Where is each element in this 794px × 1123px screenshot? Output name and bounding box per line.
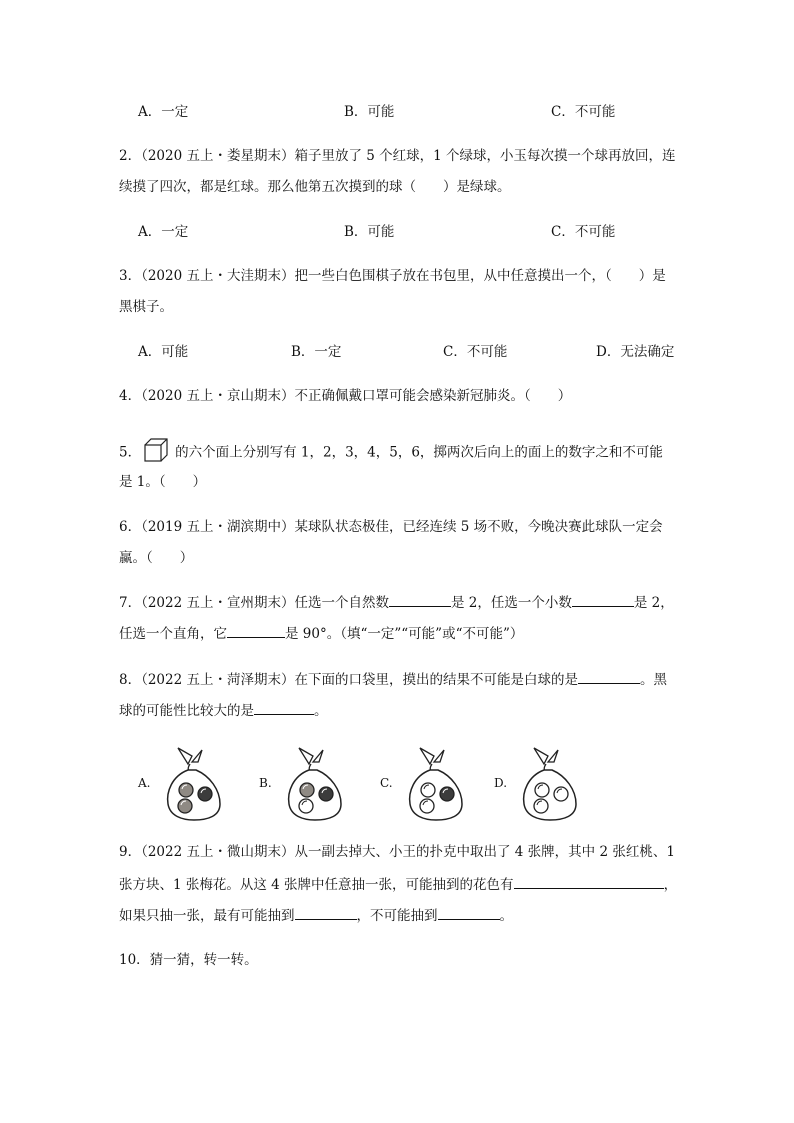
bag-bow-left bbox=[534, 748, 548, 764]
q7-text-a: 7．（2022 五上・宣州期末）任选一个自然数 bbox=[119, 595, 389, 611]
bag-letter: A. bbox=[138, 776, 151, 790]
q3-line-2: 黑棋子。 bbox=[119, 299, 173, 315]
q9-text-e: 。 bbox=[499, 908, 513, 924]
bag-bow-right bbox=[434, 750, 444, 762]
q9-blank-3[interactable] bbox=[438, 905, 500, 920]
q5-line-1 bbox=[119, 437, 663, 469]
q3-option-c: C．不可能 bbox=[443, 344, 508, 360]
bag-letter: B. bbox=[259, 776, 272, 790]
q9-text-a: 张方块、1 张梅花。从这 4 张牌中任意抽一张，可能抽到的花色有 bbox=[119, 877, 514, 893]
bag-letter: C. bbox=[380, 776, 393, 790]
bag-letter: D. bbox=[494, 776, 508, 790]
q7-text-b: 是 2，任选一个小数 bbox=[451, 595, 572, 611]
bag-bow-left bbox=[299, 748, 313, 764]
bag-bow-left bbox=[178, 748, 192, 764]
q3-option-b: B．一定 bbox=[291, 344, 342, 360]
q2-option-c: C．不可能 bbox=[551, 224, 616, 240]
q4-line-1: 4．（2020 五上・京山期末）不正确佩戴口罩可能会感染新冠肺炎。（ ） bbox=[119, 388, 572, 404]
q1-option-a: A．一定 bbox=[138, 104, 189, 120]
q9-text-c: 如果只抽一张，最有可能抽到 bbox=[119, 908, 295, 924]
q8-line-2 bbox=[119, 700, 328, 721]
q2-line-2: 续摸了四次，都是红球。那么他第五次摸到的球（ ）是绿球。 bbox=[119, 179, 511, 195]
q8-blank-1[interactable] bbox=[578, 669, 640, 684]
q9-line-3 bbox=[119, 905, 513, 926]
q1-option-b: B．可能 bbox=[344, 104, 395, 120]
bag-bow-right bbox=[313, 750, 323, 762]
q7-blank-1[interactable] bbox=[389, 592, 451, 607]
q7-blank-2[interactable] bbox=[572, 592, 634, 607]
q5-text: 的六个面上分别写有 1，2，3，4，5，6，掷两次后向上的面上的数字之和不可能 bbox=[175, 444, 663, 461]
cube-icon bbox=[143, 437, 169, 469]
q7-text-c: 是 2， bbox=[633, 595, 674, 611]
q8-line-1 bbox=[119, 669, 667, 690]
q3-line-1: 3．（2020 五上・大洼期末）把一些白色围棋子放在书包里，从中任意摸出一个，（ ）是 bbox=[119, 268, 666, 284]
q6-line-1: 6．（2019 五上・湖滨期中）某球队状态极佳，已经连续 5 场不败，今晚决赛此球队一定会 bbox=[119, 519, 663, 535]
q2-line-1: 2．（2020 五上・娄星期末）箱子里放了 5 个红球，1 个绿球，小玉每次摸一个球再放回，连 bbox=[119, 148, 676, 164]
bag-bow-right bbox=[548, 750, 558, 762]
bag-icon bbox=[400, 742, 468, 822]
q7-line-1 bbox=[119, 592, 674, 613]
q8-text-d: 。 bbox=[314, 703, 328, 719]
q7-blank-3[interactable] bbox=[227, 623, 285, 638]
q8-text-b: 。黑 bbox=[640, 672, 667, 688]
bag-icon bbox=[158, 742, 226, 822]
bag-options bbox=[0, 742, 794, 822]
q7-line-2 bbox=[119, 623, 523, 644]
q7-text-e: 是 90°。（填“一定”“可能”或“不可能”） bbox=[285, 626, 524, 642]
q8-text-a: 8．（2022 五上・菏泽期末）在下面的口袋里，摸出的结果不可能是白球的是 bbox=[119, 672, 578, 688]
q5-line-2: 是 1。（ ） bbox=[119, 474, 207, 490]
q5-number: 5． bbox=[119, 444, 142, 461]
bag-icon bbox=[514, 742, 582, 822]
q8-blank-2[interactable] bbox=[254, 700, 314, 715]
bag-bow-left bbox=[420, 748, 434, 764]
bag-bow-right bbox=[192, 750, 202, 762]
q1-option-c: C．不可能 bbox=[551, 104, 616, 120]
q8-text-c: 球的可能性比较大的是 bbox=[119, 703, 254, 719]
q2-option-a: A．一定 bbox=[138, 224, 189, 240]
q10-line-1: 10．猜一猜，转一转。 bbox=[119, 952, 258, 968]
q9-blank-1[interactable] bbox=[514, 874, 664, 889]
q9-text-d: ，不可能抽到 bbox=[356, 908, 438, 924]
q3-option-a: A．可能 bbox=[138, 344, 189, 360]
q9-line-1: 9．（2022 五上・微山期末）从一副去掉大、小王的扑克中取出了 4 张牌，其中 2 张红桃、1 bbox=[119, 844, 675, 860]
q9-text-b: ， bbox=[663, 877, 678, 893]
q9-line-2 bbox=[119, 874, 677, 895]
q7-text-d: 任选一个直角，它 bbox=[119, 626, 227, 642]
q3-option-d: D．无法确定 bbox=[596, 344, 675, 360]
q6-line-2: 赢。（ ） bbox=[119, 550, 194, 566]
q2-option-b: B．可能 bbox=[344, 224, 395, 240]
bag-icon bbox=[279, 742, 347, 822]
q9-blank-2[interactable] bbox=[295, 905, 357, 920]
